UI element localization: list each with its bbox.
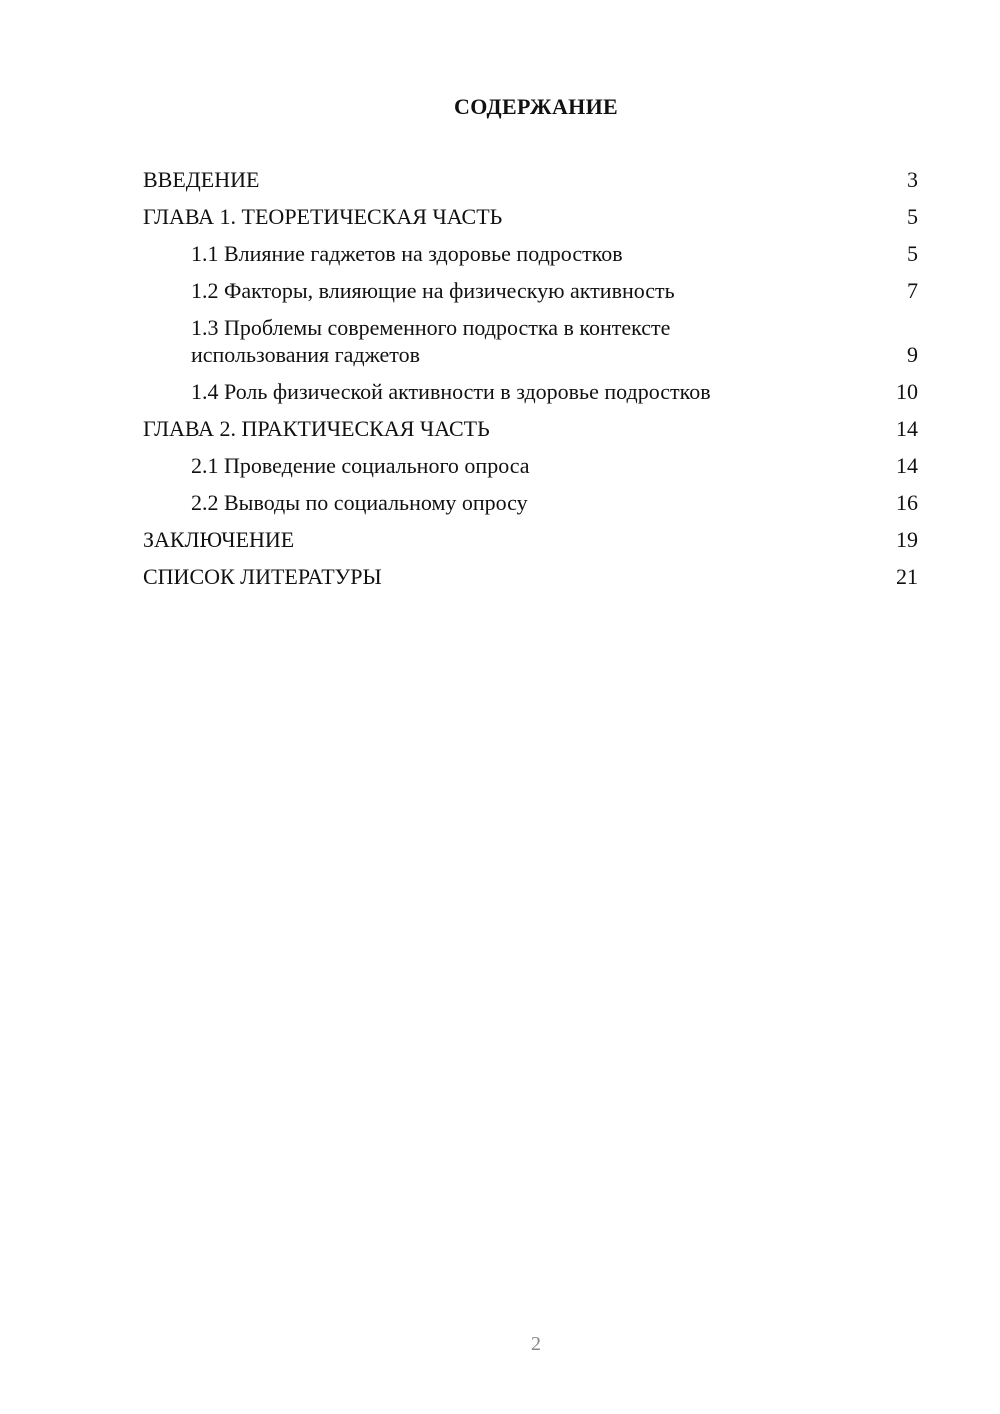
toc-entry-label: ГЛАВА 1. ТЕОРЕТИЧЕСКАЯ ЧАСТЬ xyxy=(143,204,503,229)
toc-entry-label: ГЛАВА 2. ПРАКТИЧЕСКАЯ ЧАСТЬ xyxy=(143,416,490,441)
toc-title: СОДЕРЖАНИЕ xyxy=(454,94,618,119)
toc-entry-label: ВВЕДЕНИЕ xyxy=(143,167,260,192)
toc-entry-label: 2.1 Проведение социального опроса xyxy=(191,453,530,478)
toc-entry-page: 9 xyxy=(907,342,918,367)
toc-entry-label: ЗАКЛЮЧЕНИЕ xyxy=(143,527,295,552)
toc-entry-page: 3 xyxy=(907,167,918,192)
toc-entry-label: 1.3 Проблемы современного подростка в контексте использования гаджетов xyxy=(191,315,671,367)
toc-entry[interactable] xyxy=(143,314,918,368)
toc-entry[interactable] xyxy=(143,563,918,590)
toc-entry[interactable] xyxy=(143,240,918,267)
toc-entry[interactable] xyxy=(143,452,918,479)
toc-entry-page: 10 xyxy=(896,379,918,404)
toc-entry[interactable] xyxy=(143,203,918,230)
toc-entry-page: 7 xyxy=(907,278,918,303)
toc-entry-label: СПИСОК ЛИТЕРАТУРЫ xyxy=(143,564,382,589)
toc-entry-page: 19 xyxy=(896,527,918,552)
toc-entry-page: 14 xyxy=(896,453,918,478)
toc-entry-label: 1.2 Факторы, влияющие на физическую активность xyxy=(191,278,675,303)
toc-entry[interactable] xyxy=(143,378,918,405)
table-of-contents xyxy=(143,166,918,600)
page-number: 2 xyxy=(531,1333,541,1355)
toc-entry-page: 16 xyxy=(896,490,918,515)
toc-entry[interactable] xyxy=(143,166,918,193)
toc-entry-label: 1.1 Влияние гаджетов на здоровье подростков xyxy=(191,241,623,266)
toc-entry[interactable] xyxy=(143,277,918,304)
toc-entry-page: 21 xyxy=(896,564,918,589)
toc-entry-page: 5 xyxy=(907,204,918,229)
toc-entry-label: 2.2 Выводы по социальному опросу xyxy=(191,490,528,515)
toc-entry-page: 5 xyxy=(907,241,918,266)
toc-entry[interactable] xyxy=(143,415,918,442)
toc-entry[interactable] xyxy=(143,526,918,553)
toc-entry-page: 14 xyxy=(896,416,918,441)
toc-entry-label: 1.4 Роль физической активности в здоровье подростков xyxy=(191,379,711,404)
toc-entry[interactable] xyxy=(143,489,918,516)
